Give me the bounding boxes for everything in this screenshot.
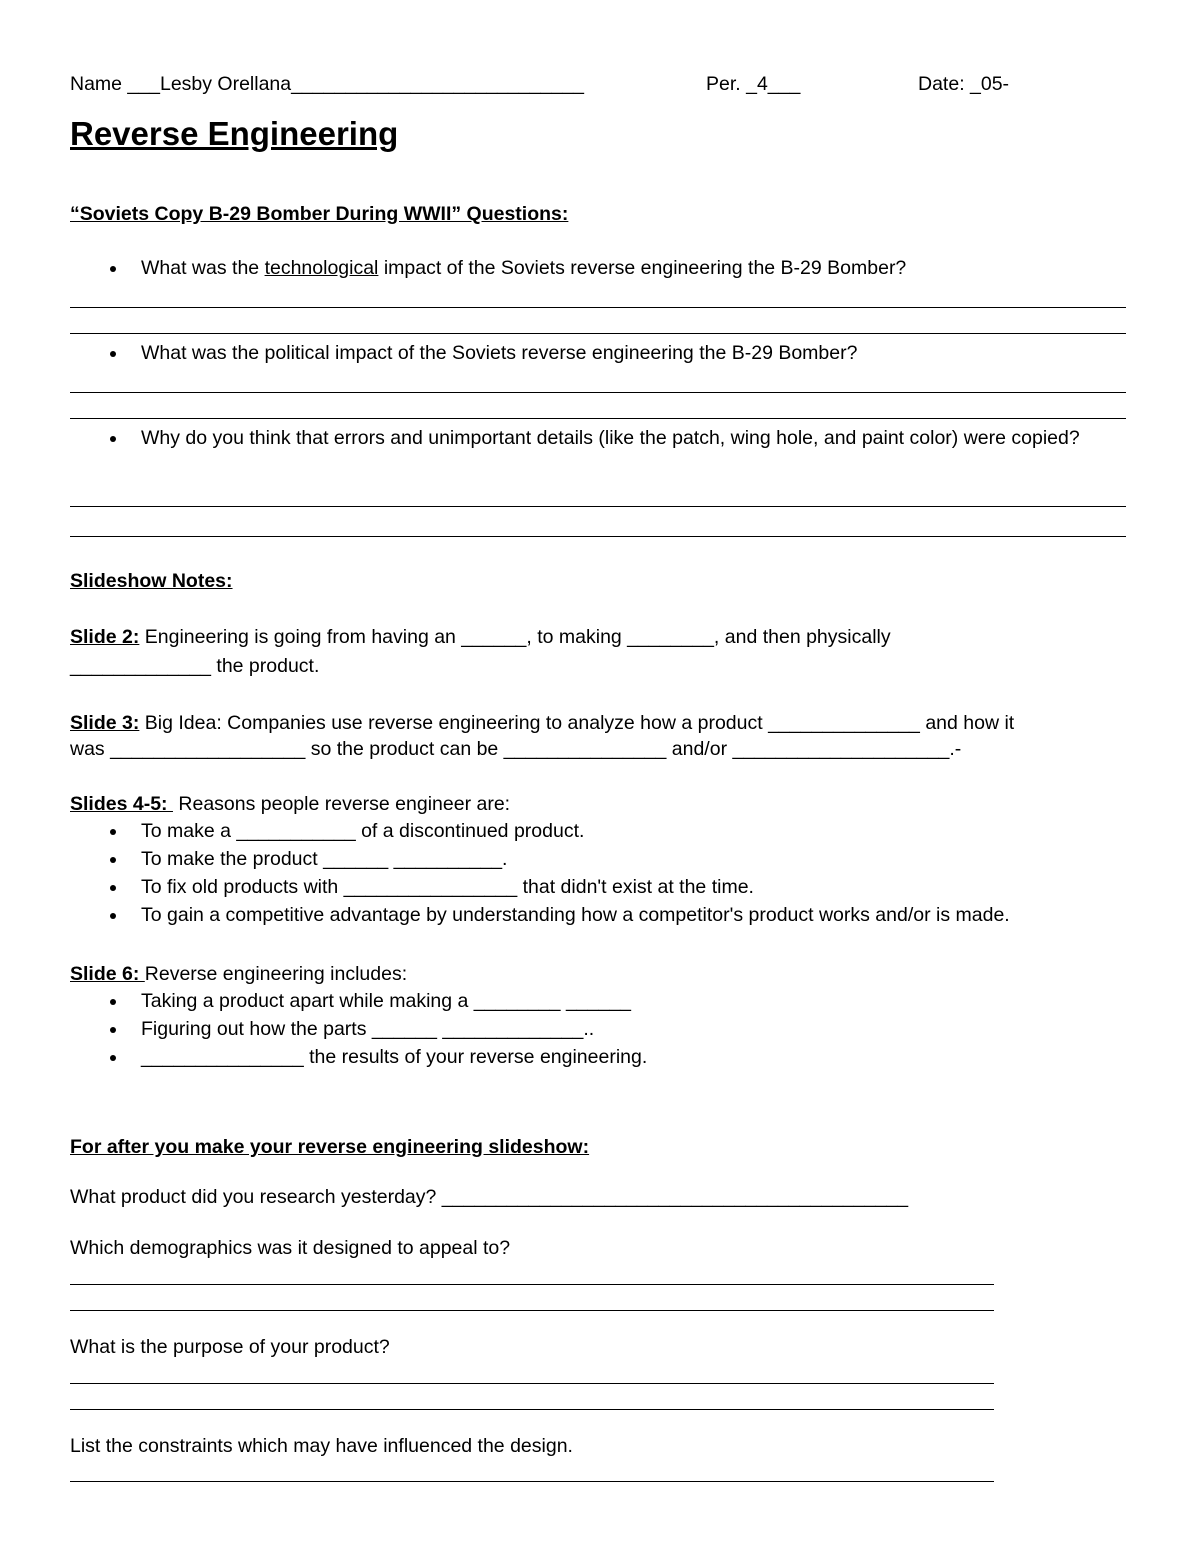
question-technological-impact [141, 254, 906, 283]
name-field: Name ___Lesby Orellana___________________________ [70, 73, 584, 95]
answer-line [70, 1383, 994, 1384]
answer-line [70, 1481, 994, 1482]
question-political-impact: What was the political impact of the Soviets reverse engineering the B-29 Bomber? [141, 342, 858, 364]
list-item: Taking a product apart while making a ________ ______ [141, 990, 632, 1012]
question-product-researched: What product did you research yesterday? ___________________________________________ [70, 1186, 909, 1208]
slide6-intro: Reverse engineering includes: [144, 963, 408, 985]
bullet [110, 266, 116, 272]
answer-line [70, 506, 1126, 507]
slide6-line [70, 962, 407, 986]
list-item: To fix old products with ________________ that didn't exist at the time. [141, 876, 754, 898]
bullet [110, 1027, 116, 1033]
slides45-line [70, 792, 510, 816]
bullet [110, 885, 116, 891]
answer-line [70, 392, 1126, 393]
question-emphasis: technological [264, 257, 379, 279]
slide2-text: Engineering is going from having an ______, to making ________, and then physically [139, 626, 891, 648]
page-title: Reverse Engineering [70, 115, 399, 152]
list-item: To gain a competitive advantage by understanding how a competitor's product works and/or is made. [141, 904, 1010, 926]
slides45-label: Slides 4-5: [70, 793, 173, 815]
list-item: Figuring out how the parts ______ _____________.. [141, 1018, 595, 1040]
bullet [110, 829, 116, 835]
period-field: Per. _4___ [706, 73, 801, 95]
bullet [110, 857, 116, 863]
slide3-text: Big Idea: Companies use reverse engineering to analyze how a product ______________ and how it [139, 712, 1015, 734]
question-constraints: List the constraints which may have influenced the design. [70, 1435, 573, 1457]
question-errors-copied: Why do you think that errors and unimportant details (like the patch, wing hole, and paint color) were copied? [141, 427, 1080, 449]
question-demographics: Which demographics was it designed to appeal to? [70, 1237, 511, 1259]
list-item: To make a ___________ of a discontinued product. [141, 820, 585, 842]
answer-line [70, 1409, 994, 1410]
bullet [110, 436, 116, 442]
slide2-line2: _____________ the product. [70, 655, 320, 677]
date-field: Date: _05- [918, 73, 1010, 95]
bullet [110, 999, 116, 1005]
slide3-line1 [70, 711, 1014, 735]
answer-line [70, 418, 1126, 419]
bullet [110, 913, 116, 919]
answer-line [70, 307, 1126, 308]
slide6-label: Slide 6: [70, 963, 145, 985]
question-purpose: What is the purpose of your product? [70, 1336, 390, 1358]
slide3-line2: was __________________ so the product can be _______________ and/or ____________________.- [70, 738, 962, 760]
slideshow-heading: Slideshow Notes: [70, 570, 233, 592]
bullet [110, 351, 116, 357]
answer-line [70, 536, 1126, 537]
bullet [110, 1055, 116, 1061]
question-text: impact of the Soviets reverse engineering the B-29 Bomber? [378, 257, 907, 279]
list-item: _______________ the results of your reverse engineering. [141, 1046, 648, 1068]
slide2-line1 [70, 625, 891, 649]
answer-line [70, 1310, 994, 1311]
answer-line [70, 1284, 994, 1285]
answer-line [70, 333, 1126, 334]
slide2-label: Slide 2: [70, 626, 140, 648]
after-heading: For after you make your reverse engineering slideshow: [70, 1136, 590, 1158]
header-row [0, 72, 1200, 96]
slides45-intro: Reasons people reverse engineer are: [172, 793, 511, 815]
list-item: To make the product ______ __________. [141, 848, 508, 870]
slide3-label: Slide 3: [70, 712, 140, 734]
question-text: What was the [141, 257, 265, 279]
soviets-heading: “Soviets Copy B-29 Bomber During WWII” Questions: [70, 203, 569, 225]
